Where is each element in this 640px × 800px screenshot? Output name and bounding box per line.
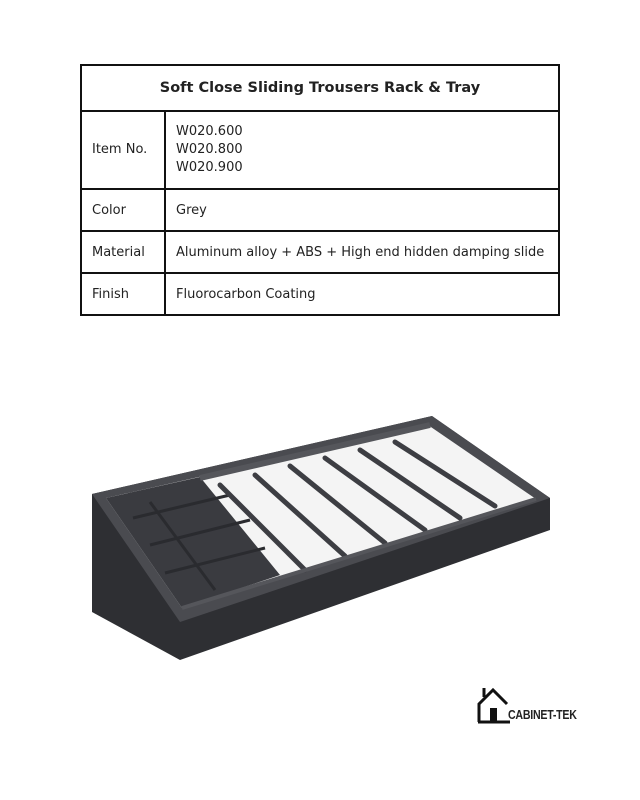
row-label: Finish <box>81 273 165 315</box>
row-value: Aluminum alloy + ABS + High end hidden damping slide <box>165 231 559 273</box>
table-row <box>81 231 559 273</box>
house-icon <box>476 684 510 724</box>
spec-table <box>80 64 560 316</box>
table-row <box>81 273 559 315</box>
row-label: Item No. <box>81 111 165 189</box>
row-value: Grey <box>165 189 559 231</box>
table-row <box>81 189 559 231</box>
row-value: Fluorocarbon Coating <box>165 273 559 315</box>
spec-table-title: Soft Close Sliding Trousers Rack & Tray <box>81 65 559 111</box>
logo-text: CABINET-TEK <box>508 708 577 722</box>
row-value <box>165 111 559 189</box>
table-row <box>81 111 559 189</box>
product-image-trousers-rack <box>80 400 560 670</box>
item-number: W020.800 <box>176 142 243 157</box>
cabinet-tek-logo <box>476 684 589 724</box>
item-number: W020.900 <box>176 160 243 175</box>
row-label: Material <box>81 231 165 273</box>
item-number: W020.600 <box>176 124 243 139</box>
row-label: Color <box>81 189 165 231</box>
